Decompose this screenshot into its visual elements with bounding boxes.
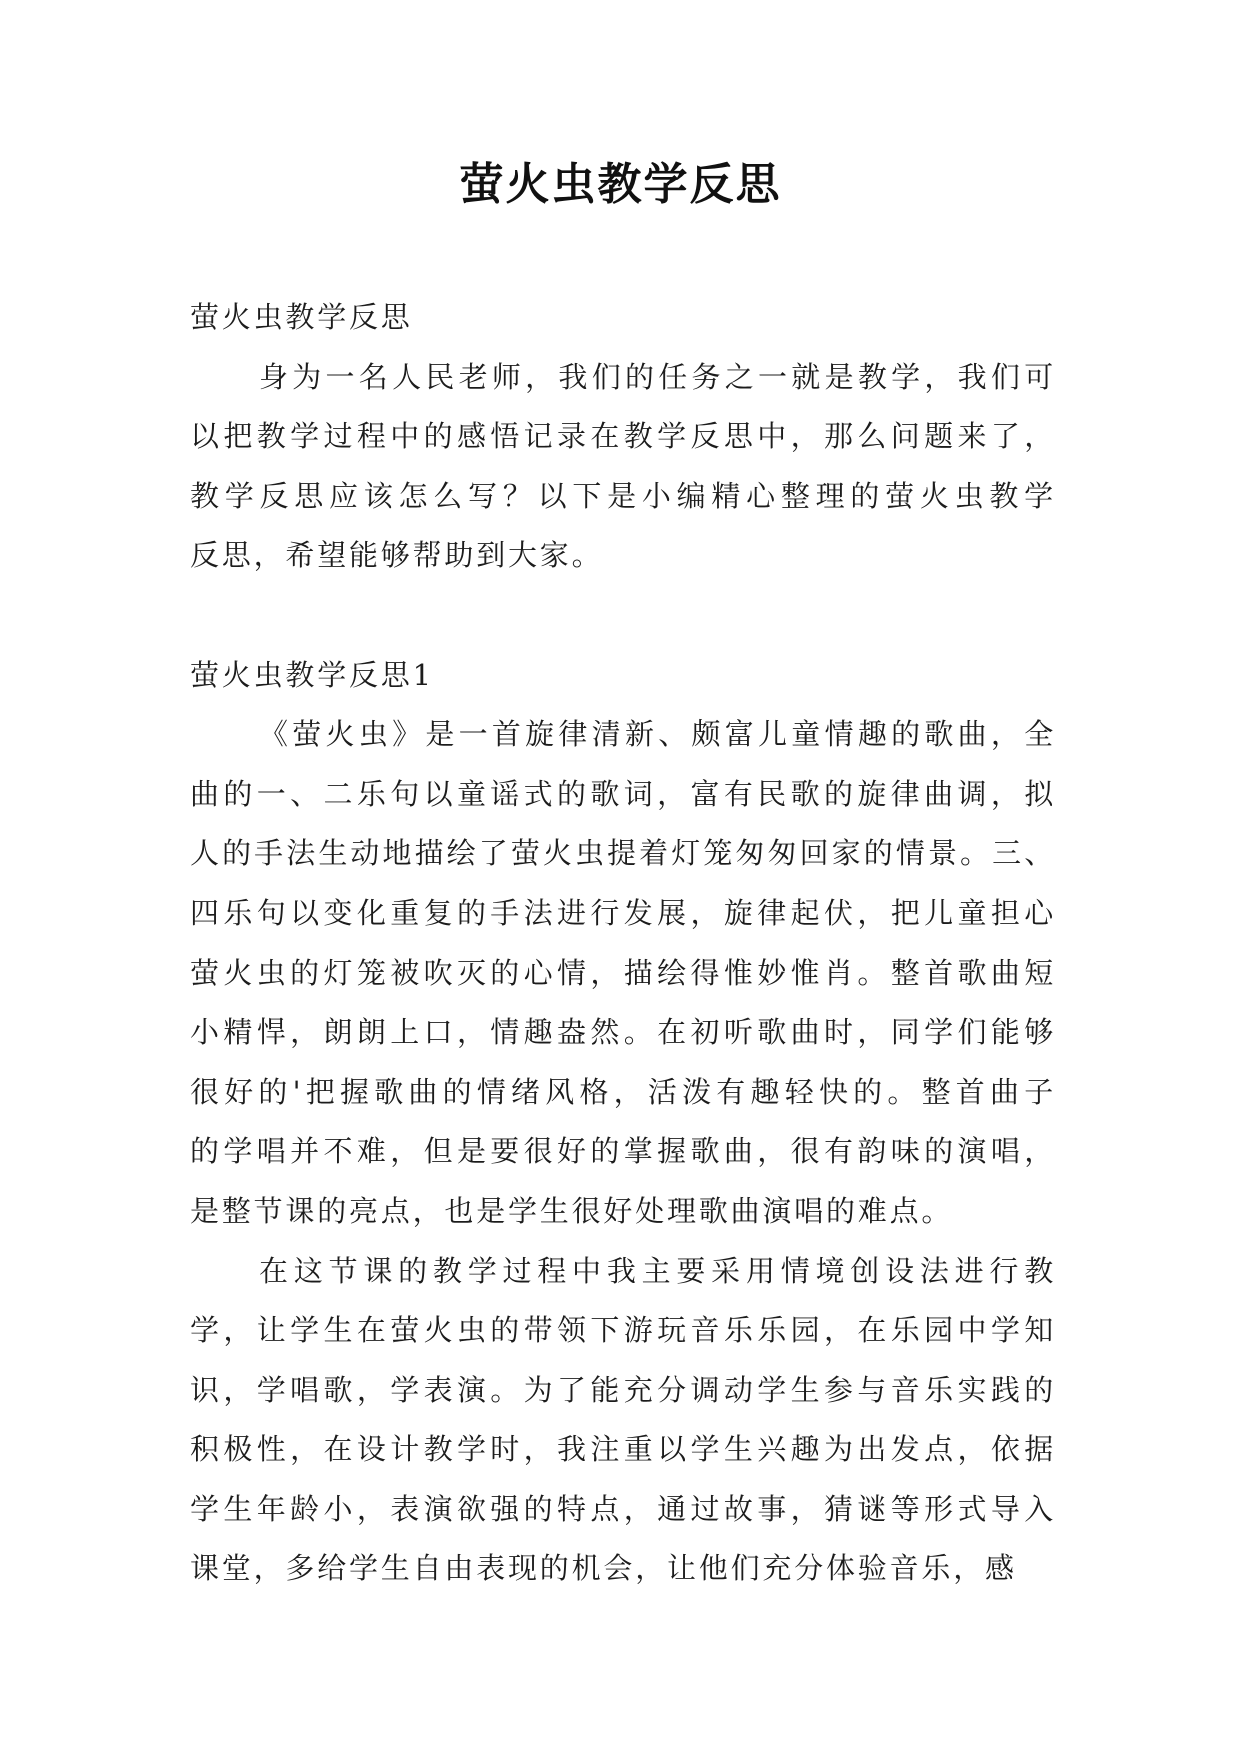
section-heading: 萤火虫教学反思1 (190, 657, 434, 692)
document-body (190, 288, 1056, 1599)
paragraph-line: 萤火虫的灯笼被吹灭的心情，描绘得惟妙惟肖。整首歌曲短 (190, 955, 1056, 990)
paragraph (190, 705, 1056, 1241)
document-title: 萤火虫教学反思 (459, 159, 782, 210)
paragraph-line: 课堂，多给学生自由表现的机会，让他们充分体验音乐，感 (190, 1551, 1017, 1586)
paragraph-line: 以把教学过程中的感悟记录在教学反思中，那么问题来了， (190, 419, 1056, 454)
paragraph (190, 348, 1056, 586)
document-section (190, 646, 1056, 1600)
section-heading: 萤火虫教学反思 (190, 300, 413, 334)
paragraph-line: 四乐句以变化重复的手法进行发展，旋律起伏，把儿童担心 (190, 895, 1056, 930)
paragraph-line: 曲的一、二乐句以童谣式的歌词，富有民歌的旋律曲调，拟 (190, 776, 1056, 811)
paragraph-line: 的学唱并不难，但是要很好的掌握歌曲，很有韵味的演唱， (190, 1134, 1056, 1169)
paragraph-line: 反思，希望能够帮助到大家。 (190, 538, 604, 573)
paragraph-line: 学，让学生在萤火虫的带领下游玩音乐乐园，在乐园中学知 (190, 1313, 1056, 1348)
paragraph-line: 是整节课的亮点，也是学生很好处理歌曲演唱的难点。 (190, 1193, 954, 1228)
paragraph-line: 身为一名人民老师，我们的任务之一就是教学，我们可 (259, 359, 1056, 394)
paragraph-line: 学生年龄小，表演欲强的特点，通过故事，猜谜等形式导入 (190, 1491, 1056, 1526)
paragraph-line: 识，学唱歌，学表演。为了能充分调动学生参与音乐实践的 (190, 1372, 1056, 1407)
paragraph-line: 积极性，在设计教学时，我注重以学生兴趣为出发点，依据 (190, 1432, 1056, 1467)
paragraph-line: 《萤火虫》是一首旋律清新、颇富儿童情趣的歌曲，全 (259, 717, 1056, 752)
paragraph-line: 教学反思应该怎么写？以下是小编精心整理的萤火虫教学 (190, 478, 1056, 513)
document-section (190, 288, 1056, 586)
paragraph-line: 很好的'把握歌曲的情绪风格，活泼有趣轻快的。整首曲子 (190, 1074, 1056, 1109)
paragraph (190, 1242, 1056, 1600)
paragraph-line: 在这节课的教学过程中我主要采用情境创设法进行教 (259, 1253, 1056, 1288)
paragraph-line: 小精悍，朗朗上口，情趣盎然。在初听歌曲时，同学们能够 (190, 1015, 1056, 1050)
paragraph-line: 人的手法生动地描绘了萤火虫提着灯笼匆匆回家的情景。三、 (190, 836, 1056, 871)
